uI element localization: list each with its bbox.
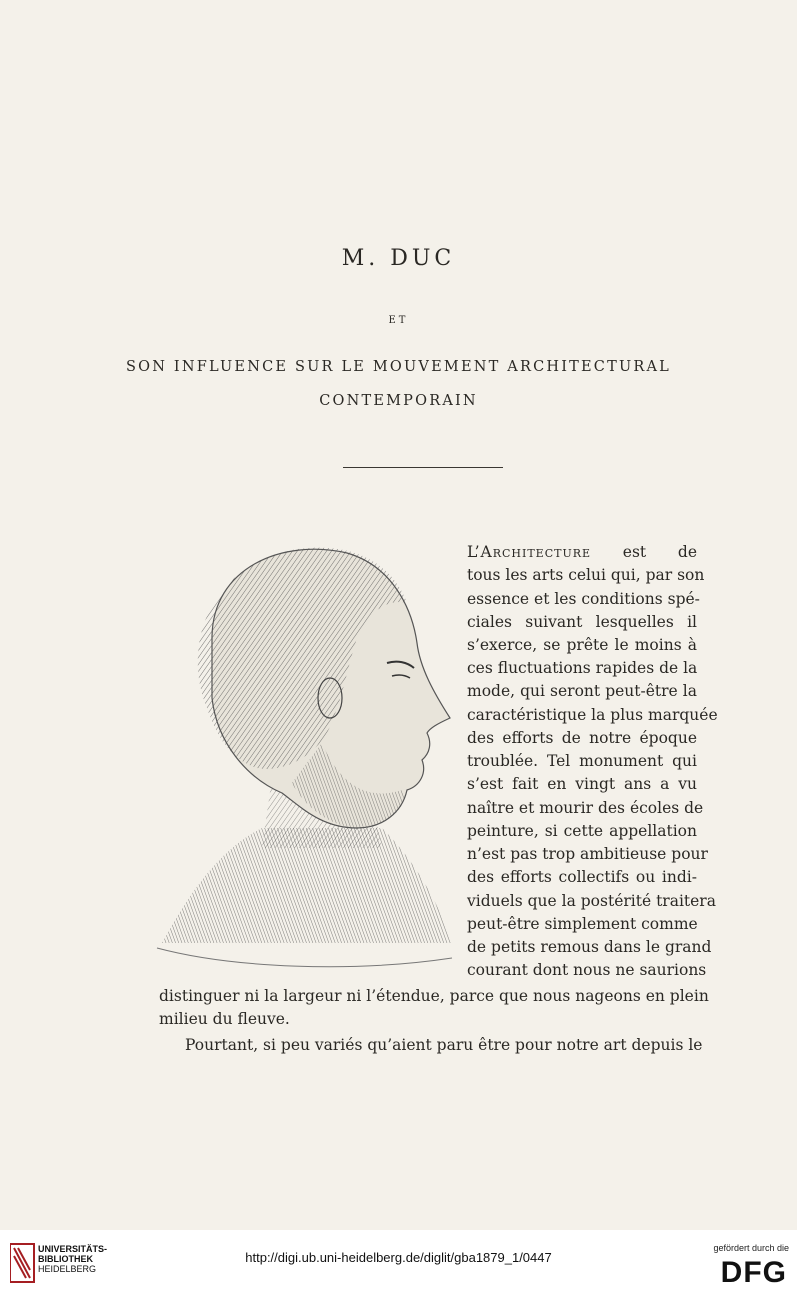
dfg-logo[interactable]: DFG bbox=[720, 1256, 787, 1289]
text-line: Pourtant, si peu variés qu’aient paru être pour notre art depuis le bbox=[185, 1036, 703, 1054]
text-line: s’est fait en vingt ans a vu bbox=[467, 775, 697, 793]
funded-by-label: gefördert durch die bbox=[713, 1243, 789, 1253]
text-line: ciales suivant lesquelles il bbox=[467, 613, 697, 631]
subtitle-line-2: CONTEMPORAIN bbox=[319, 393, 478, 409]
text-line: milieu du fleuve. bbox=[159, 1010, 290, 1028]
text-line: viduels que la postérité traitera bbox=[467, 892, 716, 910]
text-line: ces fluctuations rapides de la bbox=[467, 659, 698, 677]
page-title: M. DUC bbox=[341, 246, 456, 271]
text-line: naître et mourir des écoles de bbox=[467, 799, 704, 817]
lead-word: L’Architecture bbox=[467, 543, 592, 561]
library-name: UNIVERSITÄTS- BIBLIOTHEK HEIDELBERG bbox=[38, 1244, 108, 1274]
text-line: L’Architecture est de bbox=[467, 543, 697, 561]
portrait-engraving-icon bbox=[152, 528, 462, 978]
text-line: courant dont nous ne saurions bbox=[467, 961, 707, 979]
text-line: caractéristique la plus marquée bbox=[467, 706, 718, 724]
text-line: peut-être simplement comme bbox=[467, 915, 698, 933]
text-line: n’est pas trop ambitieuse pour bbox=[467, 845, 708, 863]
text-line: des efforts collectifs ou indi- bbox=[467, 868, 697, 886]
text-line: de petits remous dans le grand bbox=[467, 938, 712, 956]
subtitle-line-1: SON INFLUENCE SUR LE MOUVEMENT ARCHITECTURAL bbox=[125, 359, 672, 375]
text-line: distinguer ni la largeur ni l’étendue, parce que nous nageons en plein bbox=[159, 987, 709, 1005]
text-line: troublée. Tel monument qui bbox=[467, 752, 697, 770]
text-line: des efforts de notre époque bbox=[467, 729, 697, 747]
text-line: tous les arts celui qui, par son bbox=[467, 566, 705, 584]
title-divider bbox=[343, 467, 503, 468]
text-line: essence et les conditions spé- bbox=[467, 590, 700, 608]
title-conjunction: ET bbox=[388, 315, 409, 326]
permalink-url[interactable]: http://digi.ub.uni-heidelberg.de/diglit/gba1879_1/0447 bbox=[245, 1250, 552, 1265]
text-line: peinture, si cette appellation bbox=[467, 822, 697, 840]
text-line: mode, qui seront peut-être la bbox=[467, 682, 697, 700]
text-line: s’exerce, se prête le moins à bbox=[467, 636, 697, 654]
